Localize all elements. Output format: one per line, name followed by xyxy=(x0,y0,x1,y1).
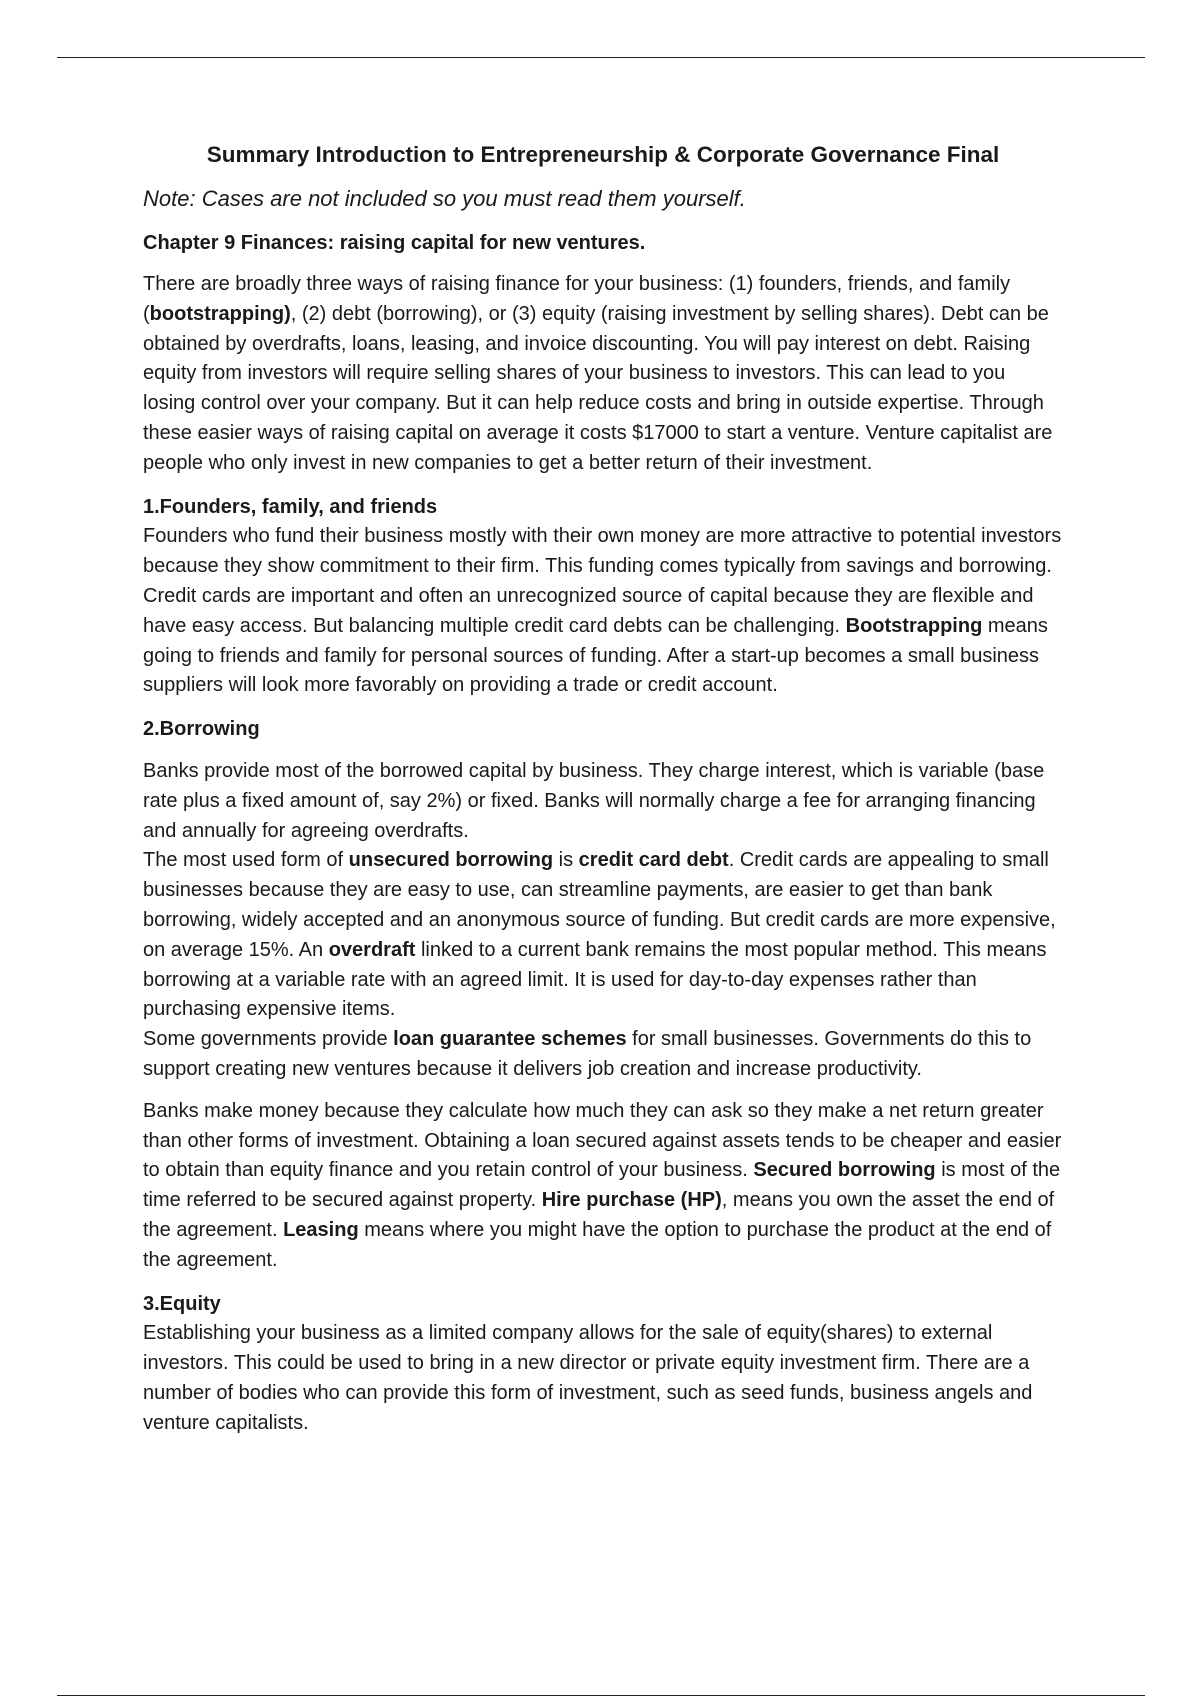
intro-text-2: , (2) debt (borrowing), or (3) equity (raising investment by selling shares). Debt can be obtained by overdrafts, loans, leasing, and invoice discounting. You will pay interest on debt. Raising equity from investors will require selling shares of your business to investors. This can lead to you losing control over your company. But it can help reduce costs and bring in outside expertise. Through these easier ways of raising capital on average it costs $17000 to start a venture. Venture capitalist are people who only invest in new companies to get a better return of their investment. xyxy=(143,302,1053,474)
section2-bold-unsecured-borrowing: unsecured borrowing xyxy=(348,849,554,872)
document-page xyxy=(143,138,1063,1438)
section2-bold-loan-guarantee: loan guarantee schemes xyxy=(393,1028,627,1051)
section2-bold-credit-card-debt: credit card debt xyxy=(578,849,729,872)
section2-bold-overdraft: overdraft xyxy=(328,938,416,961)
chapter-heading: Chapter 9 Finances: raising capital for new ventures. xyxy=(143,232,646,254)
top-divider xyxy=(57,57,1145,58)
section2-paragraph-1: Banks provide most of the borrowed capital by business. They charge interest, which is variable (base rate plus a fixed amount of, say 2%) or fixed. Banks will normally charge a fee for arranging financing and annually for agreeing overdrafts. xyxy=(143,759,1045,842)
intro-paragraph xyxy=(143,270,1063,479)
section2-bold-secured-borrowing: Secured borrowing xyxy=(753,1159,936,1182)
section1-bold-bootstrapping: Bootstrapping xyxy=(845,614,983,637)
section2-bold-leasing: Leasing xyxy=(283,1218,359,1241)
section3-heading: 3.Equity xyxy=(143,1292,221,1315)
intro-bold-bootstrapping: bootstrapping) xyxy=(149,302,291,325)
section1-text-1: Founders who fund their business mostly with their own money are more attractive to potential investors because they show commitment to their firm. This funding comes typically from savings and borrowing. Credit cards are important and often an unrecognized source of capital because they are flexible and have easy access. But balancing multiple credit card debts can be challenging. xyxy=(143,525,1062,637)
section2-p2-text-1: The most used form of xyxy=(143,849,349,872)
section2-p4-text-2: is most of the time referred to be secured against property. xyxy=(143,1159,1061,1212)
section1-heading: 1.Founders, family, and friends xyxy=(143,495,438,518)
section2-p2-text-3: . Credit cards are appealing to small businesses because they are easy to use, can streamline payments, are easier to get than bank borrowing, widely accepted and an anonymous source of funding. But credit cards are more expensive, on average 15%. An xyxy=(143,849,1056,961)
bottom-divider xyxy=(57,1695,1145,1696)
note-line: Note: Cases are not included so you must read them yourself. xyxy=(143,186,746,211)
section2-paragraph-3 xyxy=(143,1025,1063,1085)
section1-paragraph xyxy=(143,522,1063,701)
section1-text-2: means going to friends and family for personal sources of funding. After a start-up becomes a small business suppliers will look more favorably on providing a trade or credit account. xyxy=(143,614,1048,697)
section2-p2-text-4: linked to a current bank remains the most popular method. This means borrowing at a variable rate with an agreed limit. It is used for day-to-day expenses rather than purchasing expensive items. xyxy=(143,938,1047,1021)
intro-text-1: There are broadly three ways of raising finance for your business: (1) founders, friends, and family ( xyxy=(143,273,1011,325)
section3-paragraph: Establishing your business as a limited company allows for the sale of equity(shares) to external investors. This could be used to bring in a new director or private equity investment firm. There are a number of bodies who can provide this form of investment, such as seed funds, business angels and venture capitalists. xyxy=(143,1322,1033,1434)
section2-paragraph-4 xyxy=(143,1097,1063,1276)
section2-p2-text-2: is xyxy=(553,849,579,872)
section2-paragraph-2 xyxy=(143,846,1063,1025)
section2-p3-text-2: for small businesses. Governments do this to support creating new ventures because it delivers job creation and increase productivity. xyxy=(143,1028,1032,1080)
document-title: Summary Introduction to Entrepreneurship & Corporate Governance Final xyxy=(206,142,1000,167)
section2-p4-text-1: Banks make money because they calculate how much they can ask so they make a net return greater than other forms of investment. Obtaining a loan secured against assets tends to be cheaper and easier to obtain than equity finance and you retain control of your business. xyxy=(143,1099,1062,1182)
section2-p4-text-4: means where you might have the option to purchase the product at the end of the agreement. xyxy=(143,1218,1052,1271)
section2-p3-text-1: Some governments provide xyxy=(143,1028,394,1051)
section2-heading: 2.Borrowing xyxy=(143,718,260,741)
section2-p4-text-3: , means you own the asset the end of the agreement. xyxy=(143,1189,1055,1241)
section2-bold-hire-purchase: Hire purchase (HP) xyxy=(541,1189,722,1212)
